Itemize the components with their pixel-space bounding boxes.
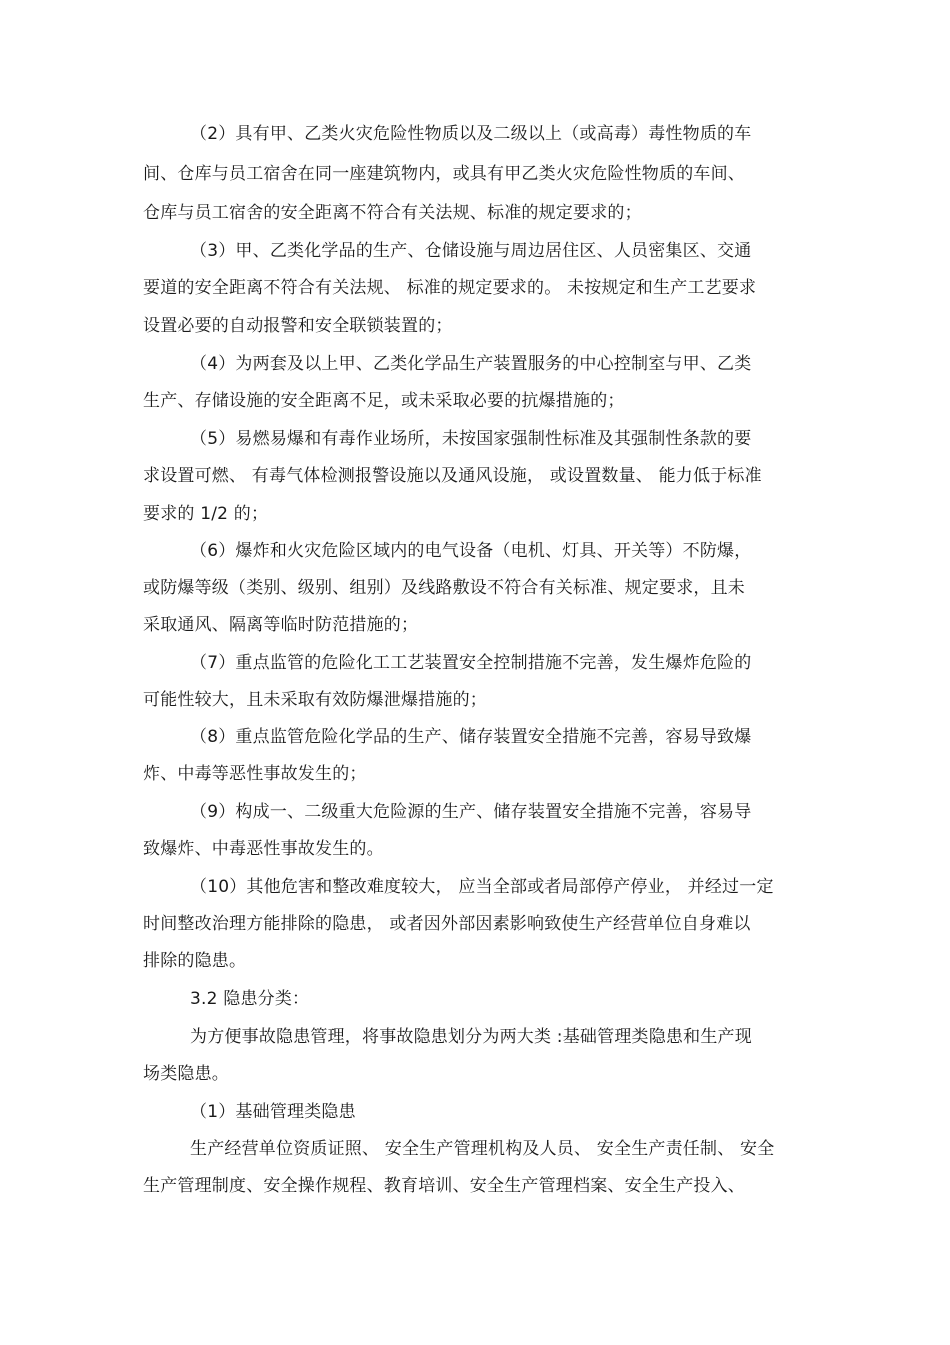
paragraph-4-line-2: 生产、存储设施的安全距离不足，或未采取必要的抗爆措施的； (143, 391, 625, 411)
paragraph-2-line-2: 间、仓库与员工宿舍在同一座建筑物内，或具有甲乙类火灾危险性物质的车间、 (143, 164, 745, 184)
paragraph-9-line-2: 致爆炸、中毒恶性事故发生的。 (143, 839, 384, 859)
paragraph-10-line-2: 时间整改治理方能排除的隐患， 或者因外部因素影响致使生产经营单位自身难以 (143, 914, 751, 934)
paragraph-7-line-1: （7）重点监管的危险化工工艺装置安全控制措施不完善，发生爆炸危险的 (190, 653, 752, 673)
paragraph-6-line-1: （6）爆炸和火灾危险区域内的电气设备（电机、灯具、开关等）不防爆， (190, 541, 752, 561)
basic-management-line-2: 生产管理制度、安全操作规程、教育培训、安全生产管理档案、安全生产投入、 (143, 1176, 745, 1196)
paragraph-5-line-1: （5）易燃易爆和有毒作业场所，未按国家强制性标准及其强制性条款的要 (190, 429, 752, 449)
paragraph-4-line-1: （4）为两套及以上甲、乙类化学品生产装置服务的中心控制室与甲、乙类 (190, 354, 752, 374)
paragraph-10-line-3: 排除的隐患。 (143, 951, 247, 971)
subheading-basic-management: （1）基础管理类隐患 (190, 1102, 356, 1122)
paragraph-8-line-1: （8）重点监管危险化学品的生产、储存装置安全措施不完善，容易导致爆 (190, 727, 752, 747)
paragraph-3-line-1: （3）甲、乙类化学品的生产、仓储设施与周边居住区、人员密集区、交通 (190, 241, 752, 261)
paragraph-3-line-2: 要道的安全距离不符合有关法规、 标准的规定要求的。 未按规定和生产工艺要求 (143, 278, 757, 298)
paragraph-8-line-2: 炸、中毒等恶性事故发生的； (143, 764, 367, 784)
paragraph-6-line-2: 或防爆等级（类别、级别、组别）及线路敷设不符合有关标准、规定要求，且未 (143, 578, 745, 598)
paragraph-2-line-1: （2）具有甲、乙类火灾危险性物质以及二级以上（或高毒）毒性物质的车 (190, 124, 752, 144)
paragraph-2-line-3: 仓库与员工宿舍的安全距离不符合有关法规、标准的规定要求的； (143, 203, 642, 223)
paragraph-10-line-1: （10）其他危害和整改难度较大， 应当全部或者局部停产停业， 并经过一定 (190, 877, 774, 897)
paragraph-5-line-3: 要求的 1/2 的； (143, 504, 269, 524)
paragraph-6-line-3: 采取通风、隔离等临时防范措施的； (143, 615, 419, 635)
paragraph-9-line-1: （9）构成一、二级重大危险源的生产、储存装置安全措施不完善，容易导 (190, 802, 752, 822)
classification-intro-line-1: 为方便事故隐患管理，将事故隐患划分为两大类 :基础管理类隐患和生产现 (190, 1027, 752, 1047)
basic-management-line-1: 生产经营单位资质证照、 安全生产管理机构及人员、 安全生产责任制、 安全 (190, 1139, 775, 1159)
paragraph-7-line-2: 可能性较大，且未采取有效防爆泄爆措施的； (143, 690, 487, 710)
section-heading-3-2: 3.2 隐患分类： (190, 989, 310, 1009)
classification-intro-line-2: 场类隐患。 (143, 1064, 229, 1084)
paragraph-3-line-3: 设置必要的自动报警和安全联锁装置的； (143, 316, 453, 336)
paragraph-5-line-2: 求设置可燃、 有毒气体检测报警设施以及通风设施， 或设置数量、 能力低于标准 (143, 466, 762, 486)
